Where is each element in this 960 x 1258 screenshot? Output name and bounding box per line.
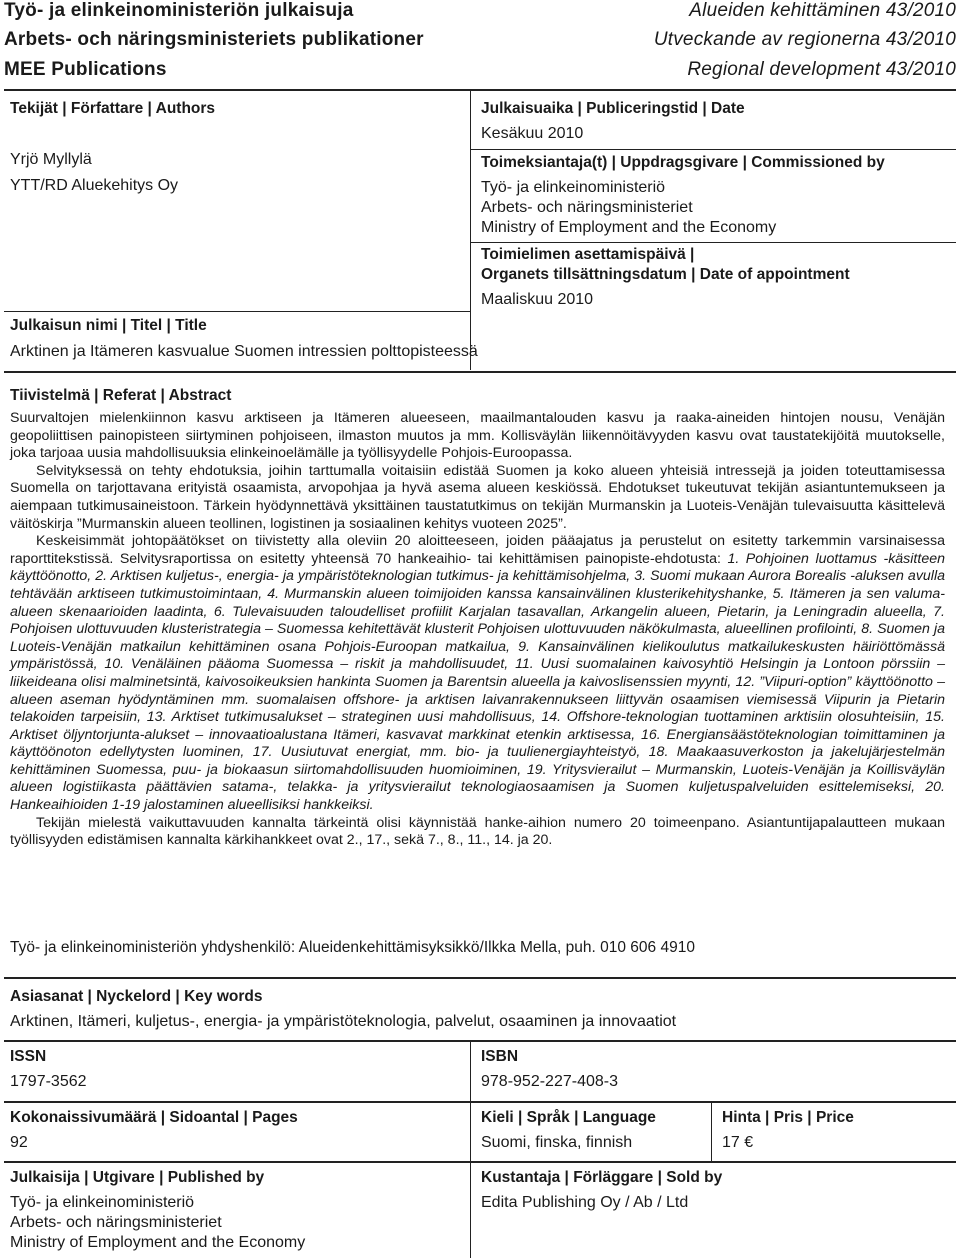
- language-label: Kieli | Språk | Language: [481, 1109, 656, 1126]
- abstract-paragraph-2: Selvityksessä on tehty ehdotuksia, joihin tarttumalla voitaisiin edistää Suomen ja koko alueen yhteisiä intressejä ja joiden toteuttamisessa Suomella on tarjottavana erityistä osaamista, arvopohjaa ja hyvä asema alueen keskiössä. Ehdotukset tukeutuvat tekijän asiantuntemukseen ja aiempaan tutkimusaineistoon. Tärkein hyödynnettävä yksittäinen taustatutkimus on tekijän Murmanskin ja Luoteis-Venäjän tulevaisuutta käsittelevä väitöskirja ”Murmanskin alueen teollinen, logistinen ja sosiaalinen kehitys vuoteen 2025”.: [10, 462, 945, 532]
- series-fi: Työ- ja elinkeinoministeriön julkaisuja: [4, 0, 354, 21]
- abstract-initiatives-list: 1. Pohjoinen luottamus -käsitteen käyttöönotto, 2. Arktisen kuljetus-, energia- ja ympäristöteknologian tutkimus- ja kehittämisohjelma, 3. Suomi mukaan Aurora Borealis -aluksen avulla tehtävään arktiseen tutkimustoimintaan, 4. Murmanskin alueen toimijoiden kanssa kansainvälinen klusterikehityshanke, 5. Itämeren ja sen valuma-alueen skenaarioiden laadinta, 6. Tulevaisuuden taloudelliset profiilit Karjalan tasavallan, Arkangelin alueen, Pietarin, ja Leningradin alueella, 7. Pohjoisen ulottuvuuden klusteristrategia – Suomessa kehitettävät klusterit Pohjoisen ulottuvuuden näkökulmasta, alueellinen profilointi, 8. Suomen ja Luoteis-Venäjän matkailun kehittäminen osana Pohjois-Euroopan matkailua, 9. Kansainvälinen kielikoulutus matkailukeskusten häiriöttömässä ympäristössä, 10. Venäläinen pääoma Suomessa – riskit ja mahdollisuudet, 11. Uusi suomalainen kaivosyhtiö Helsingin ja Lontoon pörssiin – liikeideana olisi malminetsintä, kaivosoikeuksien hankinta Suomen ja Barentsin alueella ja kaivoslisenssien myynti, 12. ”Viipuri-option” käyttöönotto – alueen aseman hyödyntäminen mm. suomalaisen offshore- ja arktisen laivanrakennukseen liittyvän osaamisen viemisessä Viipurin ja Pietarin telakoiden tarpeisiin, 13. Arktiset tutkimusalukset – strateginen uusi mahdollisuus, 14. Offshore-teknologian tuottaminen arktisiin olosuhteisiin, 15. Arktiset öljyntorjunta-alukset – innovaatioalustana Itämeri, kasvavat markkinat etenkin arktisessa, 16. Energiansäästöteknologian toimittaminen ja käyttöönoton edellytysten luominen, 17. Uusiutuvat energiat, mm. bio- ja tuulienergiayhteistyö, 18. Maakaasuverkoston ja jakelujärjestelmän kehittäminen Suomessa, puu- ja biokaasun siirtomahdollisuuden huomioiminen, 19. Yritysvierailut – Murmanskin, Luoteis-Venäjän ja Koillisväylän alueen logistiikasta päättävien satama-, telakka- ja yritysvierailut teknologiaosaamisen ja Suomen kuljetuspalveluiden esittelemiseksi, 20. Hankeaihioiden 1-19 jalostaminen alueellisiksi hankkeiksi.: [10, 550, 945, 814]
- commissioned-divider: [471, 242, 956, 243]
- top-column-divider: [470, 90, 471, 370]
- appointment-value: Maaliskuu 2010: [481, 291, 594, 308]
- publisher-divider: [4, 1161, 956, 1163]
- publisher-label: Julkaisija | Utgivare | Published by: [10, 1169, 265, 1186]
- series-en: MEE Publications: [4, 59, 167, 80]
- abstract-paragraph-3: [10, 533, 945, 815]
- appointment-label-1: Toimielimen asettamispäivä |: [481, 246, 695, 263]
- abstract-label: Tiivistelmä | Referat | Abstract: [10, 387, 232, 404]
- abstract-paragraph-3-text: Keskeisimmät johtopäätökset on tiivistetty alla oleviin 20 aloitteeseen, joiden pääajatus ja perustelut on esitetty tarkemmin varsinaisessa raporttitekstissä. Selvitysraportissa on esitetty yhteensä 70 hankeaihio- tai kehittämisen painopiste-ehdotusta:: [10, 533, 945, 567]
- commissioned-line-2: Arbets- och näringsministeriet: [481, 199, 693, 216]
- bottom-column-divider: [470, 1041, 471, 1258]
- title-divider: [4, 311, 470, 312]
- isbn-value: 978-952-227-408-3: [481, 1073, 618, 1090]
- keywords-label: Asiasanat | Nyckelord | Key words: [10, 988, 263, 1005]
- series-number-sv: Utveckande av regionerna 43/2010: [653, 29, 956, 50]
- authors-label: Tekijät | Författare | Authors: [10, 100, 216, 117]
- header-divider: [4, 89, 956, 91]
- publisher-line-3: Ministry of Employment and the Economy: [10, 1234, 306, 1251]
- header-line-1: [4, 0, 956, 22]
- header-line-2: [4, 29, 956, 51]
- appointment-label-2: Organets tillsättningsdatum | Date of appointment: [481, 266, 850, 283]
- commissioned-label: Toimeksiantaja(t) | Uppdragsgivare | Commissioned by: [481, 154, 885, 171]
- pages-label: Kokonaissivumäärä | Sidoantal | Pages: [10, 1109, 298, 1126]
- series-sv: Arbets- och näringsministeriets publikationer: [4, 29, 424, 50]
- isbn-label: ISBN: [481, 1048, 519, 1065]
- abstract-paragraph-1: Suurvaltojen mielenkiinnon kasvu arktiseen ja Itämeren alueeseen, maailmantalouden kasvu ja raaka-aineiden hintojen nousu, Venäjän geopoliittisen painopisteen siirtyminen pohjoiseen, ilmaston muutos ja mm. Kollisväylän liikennöitävyyden kasvu ovat taustatekijöitä muutokselle, joka tarjoaa uusia mahdollisuuksia elinkeinoelämälle ja työllisyydelle Pohjois-Euroopassa.: [10, 410, 945, 462]
- price-divider: [711, 1102, 712, 1161]
- contact-person: Työ- ja elinkeinoministeriön yhdyshenkilö: Alueidenkehittämisyksikkö/Ilkka Mella, puh. 010 606 4910: [10, 939, 695, 956]
- author-name: Yrjö Myllylä: [10, 151, 92, 168]
- abstract-divider: [4, 371, 956, 373]
- keywords-divider: [4, 977, 956, 979]
- price-value: 17 €: [722, 1134, 754, 1151]
- header-line-3: [4, 59, 956, 81]
- series-number-en: Regional development 43/2010: [687, 59, 956, 80]
- series-number-fi: Alueiden kehittäminen 43/2010: [689, 0, 956, 21]
- date-divider: [471, 149, 956, 150]
- pages-divider: [4, 1101, 956, 1103]
- date-value: Kesäkuu 2010: [481, 125, 584, 142]
- pages-value: 92: [10, 1134, 28, 1151]
- commissioned-line-3: Ministry of Employment and the Economy: [481, 219, 777, 236]
- publisher-line-2: Arbets- och näringsministeriet: [10, 1214, 222, 1231]
- commissioned-line-1: Työ- ja elinkeinoministeriö: [481, 179, 666, 196]
- abstract-body: [10, 410, 945, 850]
- title-value: Arktinen ja Itämeren kasvualue Suomen intressien polttopisteessä: [10, 343, 478, 360]
- title-label: Julkaisun nimi | Titel | Title: [10, 317, 207, 334]
- publisher-line-1: Työ- ja elinkeinoministeriö: [10, 1194, 195, 1211]
- identifiers-divider: [4, 1040, 956, 1042]
- abstract-paragraph-4: Tekijän mielestä vaikuttavuuden kannalta tärkeintä olisi käynnistää hanke-aihion numero 20 toimeenpano. Asiantuntijapalautteen mukaan työllisyyden edistämisen kannalta kärkihankkeet ovat 2., 17., sekä 7., 8., 11., 14. ja 20.: [10, 814, 945, 849]
- seller-label: Kustantaja | Förläggare | Sold by: [481, 1169, 723, 1186]
- seller-value: Edita Publishing Oy / Ab / Ltd: [481, 1194, 689, 1211]
- author-organization: YTT/RD Aluekehitys Oy: [10, 177, 179, 194]
- keywords-value: Arktinen, Itämeri, kuljetus-, energia- ja ympäristöteknologia, palvelut, osaaminen ja innovaatiot: [10, 1013, 677, 1030]
- price-label: Hinta | Pris | Price: [722, 1109, 854, 1126]
- language-value: Suomi, finska, finnish: [481, 1134, 633, 1151]
- issn-label: ISSN: [10, 1048, 47, 1065]
- date-label: Julkaisuaika | Publiceringstid | Date: [481, 100, 745, 117]
- issn-value: 1797-3562: [10, 1073, 87, 1090]
